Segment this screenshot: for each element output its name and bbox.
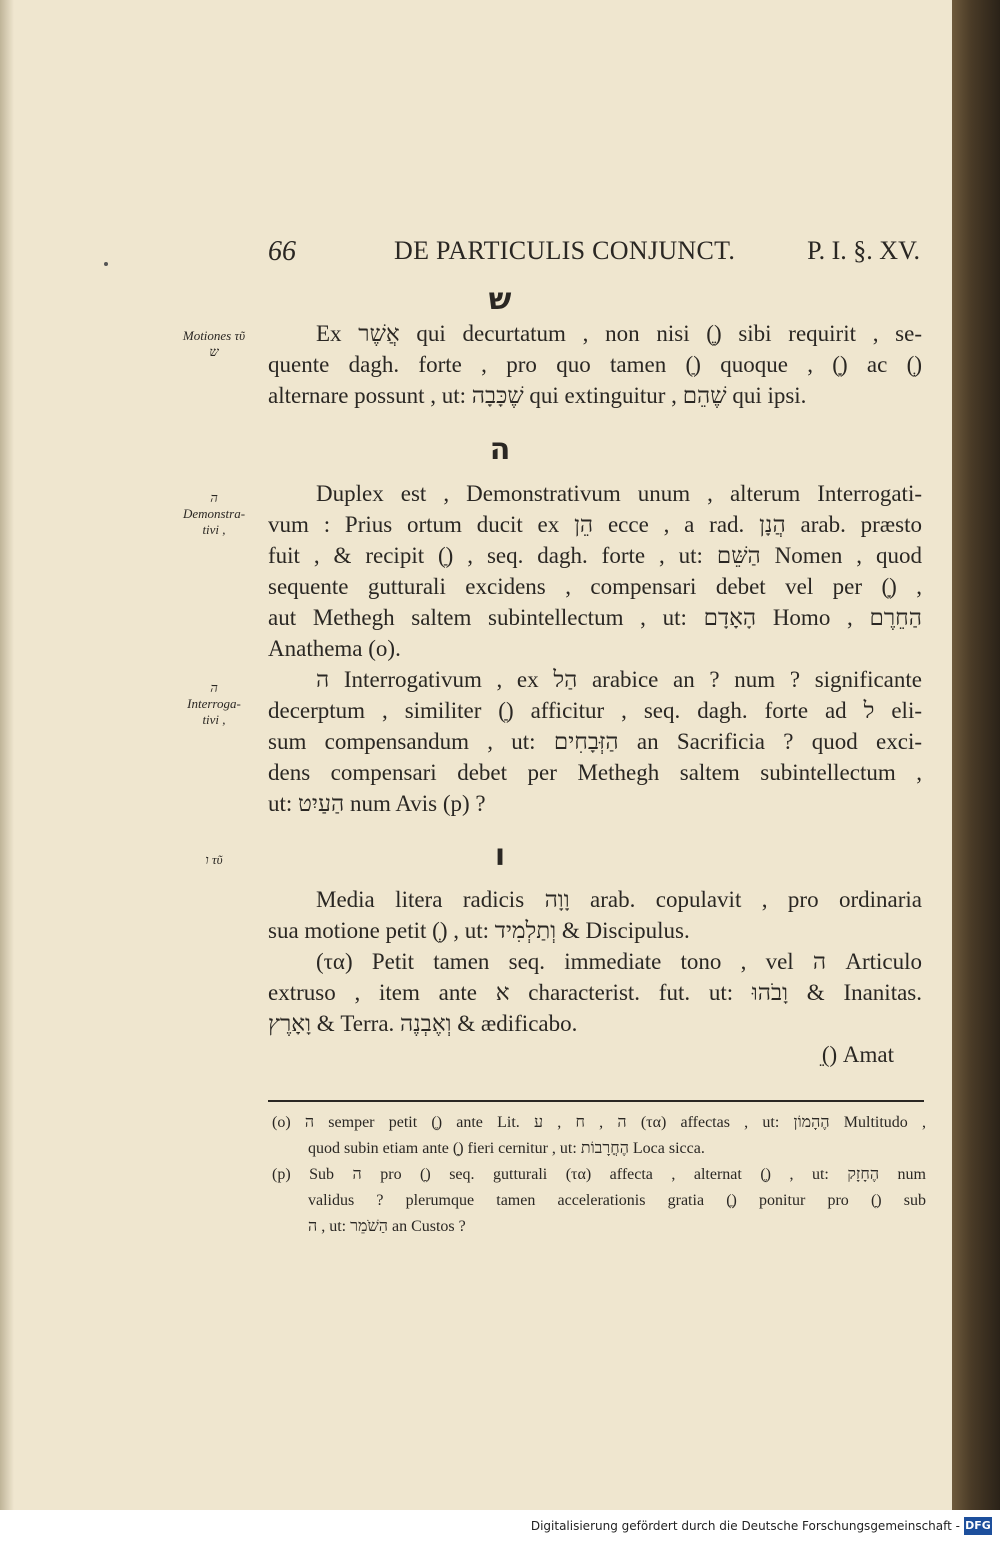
paragraph-he [268, 478, 922, 819]
text-line: Duplex est , Demonstrativum unum , alterum Interrogati- [316, 481, 922, 506]
text-line: dens compensari debet per Methegh saltem subintellectum , [268, 760, 922, 785]
section-reference: P. I. §. XV. [807, 236, 920, 265]
catchword: (ֵ) Amat [821, 1042, 894, 1067]
running-title: DE PARTICULIS CONJUNCT. [394, 236, 736, 265]
page-gutter [0, 0, 14, 1510]
text-line: sum compensandum , ut: הַזְּבָחִים an Sacrificia ? quod exci- [268, 729, 922, 754]
section-letter-he: ה [489, 432, 511, 467]
page-number: 66 [268, 236, 296, 267]
paragraph-vav [268, 884, 922, 1070]
book-edge [952, 0, 1000, 1510]
text-line: aut Methegh saltem subintellectum , ut: הָאָדָם Homo , הַחֵרֶם [268, 605, 923, 630]
dfg-logo: DFG [964, 1517, 992, 1535]
text-line: decerptum , similiter (ַ) afficitur , seq. dagh. forte ad ל eli- [268, 698, 922, 723]
text-line: Media litera radicis וָוָה arab. copulavit , pro ordinaria [316, 887, 923, 912]
paragraph-shin [268, 318, 922, 411]
text-line: extruso , item ante א characterist. fut. ut: וָבֹהוּ & Inanitas. [268, 980, 922, 1005]
margin-note-demonstrativi: ה Demonstra- tivi , [182, 490, 246, 537]
text-line: sua motione petit (ְ) , ut: וְתַלְמִיד & Discipulus. [268, 918, 690, 943]
footnote-rule [268, 1100, 924, 1102]
footnote-line: quod subin etiam ante (ָ) fieri cernitur , ut: הֶחֳרָבוֹת Loca sicca. [308, 1140, 705, 1157]
text-line: ut: הַעַיִט num Avis (p) ? [268, 791, 486, 816]
footnote-line: ה , ut: הַשֹׁמֵר an Custos ? [308, 1218, 466, 1235]
margin-note-interrogativi: ה Interroga- tivi , [187, 680, 241, 727]
funding-credit: Digitalisierung gefördert durch die Deutsche Forschungsgemeinschaft - [530, 1519, 960, 1533]
footnote-line: validus ? plerumque tamen accelerationis gratia (ֲ) ponitur pro (ַ) sub [308, 1192, 926, 1209]
margin-note-motiones: Motiones τῦ ש [182, 328, 246, 359]
text-line: וָאָרֶץ & Terra. וְאֶבְנֶה & ædificabo. [268, 1011, 578, 1036]
text-line: Ex אֲשֶׁר qui decurtatum , non nisi (ֶ) sibi requirit , se- [316, 321, 922, 346]
footnote-line: (p) Sub ה pro (ַ) seq. gutturali (τα) affecta , alternat (ֶ) , ut: הֶחָזָק num [272, 1166, 926, 1183]
section-letter-shin: ש [488, 282, 512, 317]
text-line: ה Interrogativum , ex הַל arabice an ? num ? significante [316, 667, 922, 692]
section-letter-vav: ו [494, 838, 506, 873]
text-line: quente dagh. forte , pro quo tamen (ַ) quoque , (ָ) ac (ְ) [268, 352, 922, 377]
running-header [268, 236, 920, 276]
text-line: Anathema (o). [268, 636, 401, 661]
text-line: sequente gutturali excidens , compensari debet vel per (ָ) , [268, 574, 922, 599]
text-line: alternare possunt , ut: שֶׁכָּבָה qui extinguitur , שֶׁהֵם qui ipsi. [268, 383, 807, 408]
text-line: vum : Prius ortum ducit ex הֵן ecce , a rad. הֲנָן arab. præsto [268, 512, 922, 537]
margin-note-vav: ו τῦ [205, 852, 223, 867]
text-line: fuit , & recipit (ַ) , seq. dagh. forte , ut: הַשֵּׁם Nomen , quod [268, 543, 922, 568]
footnotes [272, 1110, 926, 1240]
text-line: (τα) Petit tamen seq. immediate tono , vel ה Articulo [316, 949, 923, 974]
digitization-footer [0, 1510, 1000, 1545]
ink-mark [104, 262, 108, 266]
footnote-line: (o) ה semper petit (ֶ) ante Lit. ה , ח , ע (τα) affectas , ut: הֶהָמוֹן Multitudo , [272, 1114, 927, 1131]
